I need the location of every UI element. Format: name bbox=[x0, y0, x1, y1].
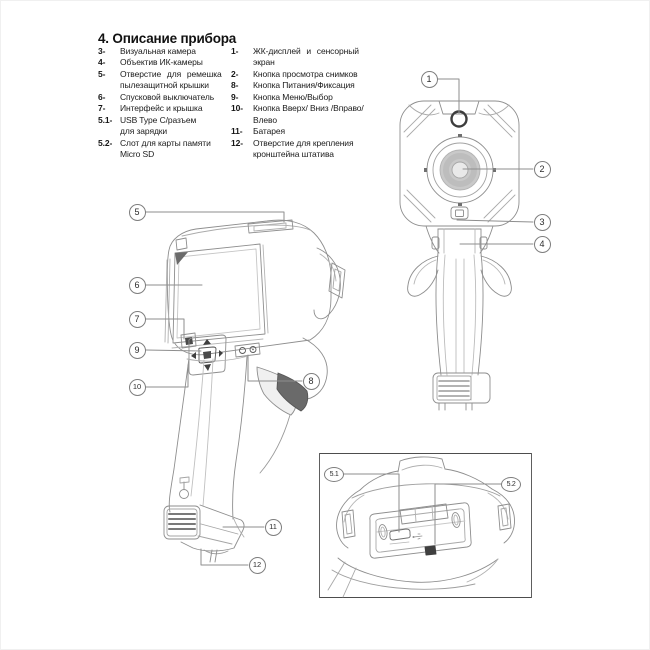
legend-item-line: Влево bbox=[253, 114, 278, 125]
legend-item-number: 5.1- bbox=[98, 114, 113, 125]
callout-11: 11 bbox=[265, 519, 282, 536]
legend-item-line: для зарядки bbox=[120, 126, 168, 137]
legend-item-line: Кнопка Вверх/ Вниз /Вправо/ bbox=[253, 103, 364, 114]
back-handle-right bbox=[233, 356, 247, 519]
legend-item-line: Спусковой выключатель bbox=[120, 91, 215, 102]
legend-item-line: USB Type C/разъем bbox=[120, 114, 197, 125]
legend-item-number: 8- bbox=[231, 80, 239, 91]
page-title: 4. Описание прибора bbox=[98, 31, 237, 46]
legend-item-number: 4- bbox=[98, 57, 106, 68]
callout-10: 10 bbox=[129, 379, 146, 396]
legend-item-number: 11- bbox=[231, 126, 243, 137]
back-lcd-screen bbox=[173, 244, 265, 343]
callout-5-1: 5.1 bbox=[324, 467, 344, 482]
callout-5-2: 5.2 bbox=[501, 477, 521, 492]
front-battery-base bbox=[433, 373, 490, 410]
legend-item-number: 5.2- bbox=[98, 137, 113, 148]
legend-item-line: Кнопка Меню/Выбор bbox=[253, 91, 333, 102]
legend-item-line: пылезащитной крышки bbox=[120, 80, 209, 91]
device-diagrams bbox=[1, 1, 650, 650]
front-handle-right bbox=[478, 253, 483, 375]
figure-back-view bbox=[164, 220, 345, 562]
callout-7: 7 bbox=[129, 311, 146, 328]
legend-item-line: Кнопка просмотра снимков bbox=[253, 68, 358, 79]
callout-3: 3 bbox=[534, 214, 551, 231]
legend-item-line: Батарея bbox=[253, 126, 286, 137]
back-trigger bbox=[257, 367, 308, 473]
callout-9: 9 bbox=[129, 342, 146, 359]
callout-1: 1 bbox=[421, 71, 438, 88]
figure-inset-top-view bbox=[320, 454, 532, 598]
callout-12: 12 bbox=[249, 557, 266, 574]
inset-sd-slot bbox=[425, 546, 436, 555]
legend-item-number: 9- bbox=[231, 91, 239, 102]
callout-8: 8 bbox=[303, 373, 320, 390]
front-lower-port bbox=[451, 207, 468, 219]
legend-item-line: Объектив ИК-камеры bbox=[120, 57, 203, 68]
legend-item-number: 1- bbox=[231, 46, 239, 56]
front-ir-lens bbox=[424, 134, 496, 206]
legend-item-line: Micro SD bbox=[120, 149, 155, 160]
legend-item-line: Отверстие для крепления bbox=[253, 137, 354, 148]
legend-item-line: Отверстие для ремешка bbox=[120, 68, 222, 79]
legend-item-line: кронштейна штатива bbox=[253, 149, 334, 160]
front-handle-left bbox=[436, 253, 441, 375]
legend-item-line: экран bbox=[253, 57, 275, 68]
back-handle-left bbox=[169, 358, 189, 512]
legend-item-line: Интерфейс и крышка bbox=[120, 103, 203, 114]
callout-2: 2 bbox=[534, 161, 551, 178]
legend-item-number: 10- bbox=[231, 103, 243, 114]
legend-item-number: 6- bbox=[98, 91, 106, 102]
legend-item-line: Слот для карты памяти bbox=[120, 137, 211, 148]
callout-6: 6 bbox=[129, 277, 146, 294]
callout-4: 4 bbox=[534, 236, 551, 253]
legend-item-line: Кнопка Питания/Фиксация bbox=[253, 80, 355, 91]
figure-front-view bbox=[400, 101, 519, 410]
legend-item-line: ЖК-дисплей и сенсорный bbox=[253, 46, 359, 56]
callout-5: 5 bbox=[129, 204, 146, 221]
legend-item-number: 2- bbox=[231, 68, 239, 79]
legend-item-number: 7- bbox=[98, 103, 106, 114]
legend-item-number: 12- bbox=[231, 137, 243, 148]
legend-item-number: 5- bbox=[98, 68, 106, 79]
legend-item-number: 3- bbox=[98, 46, 106, 56]
legend-item-line: Визуальная камера bbox=[120, 46, 196, 56]
